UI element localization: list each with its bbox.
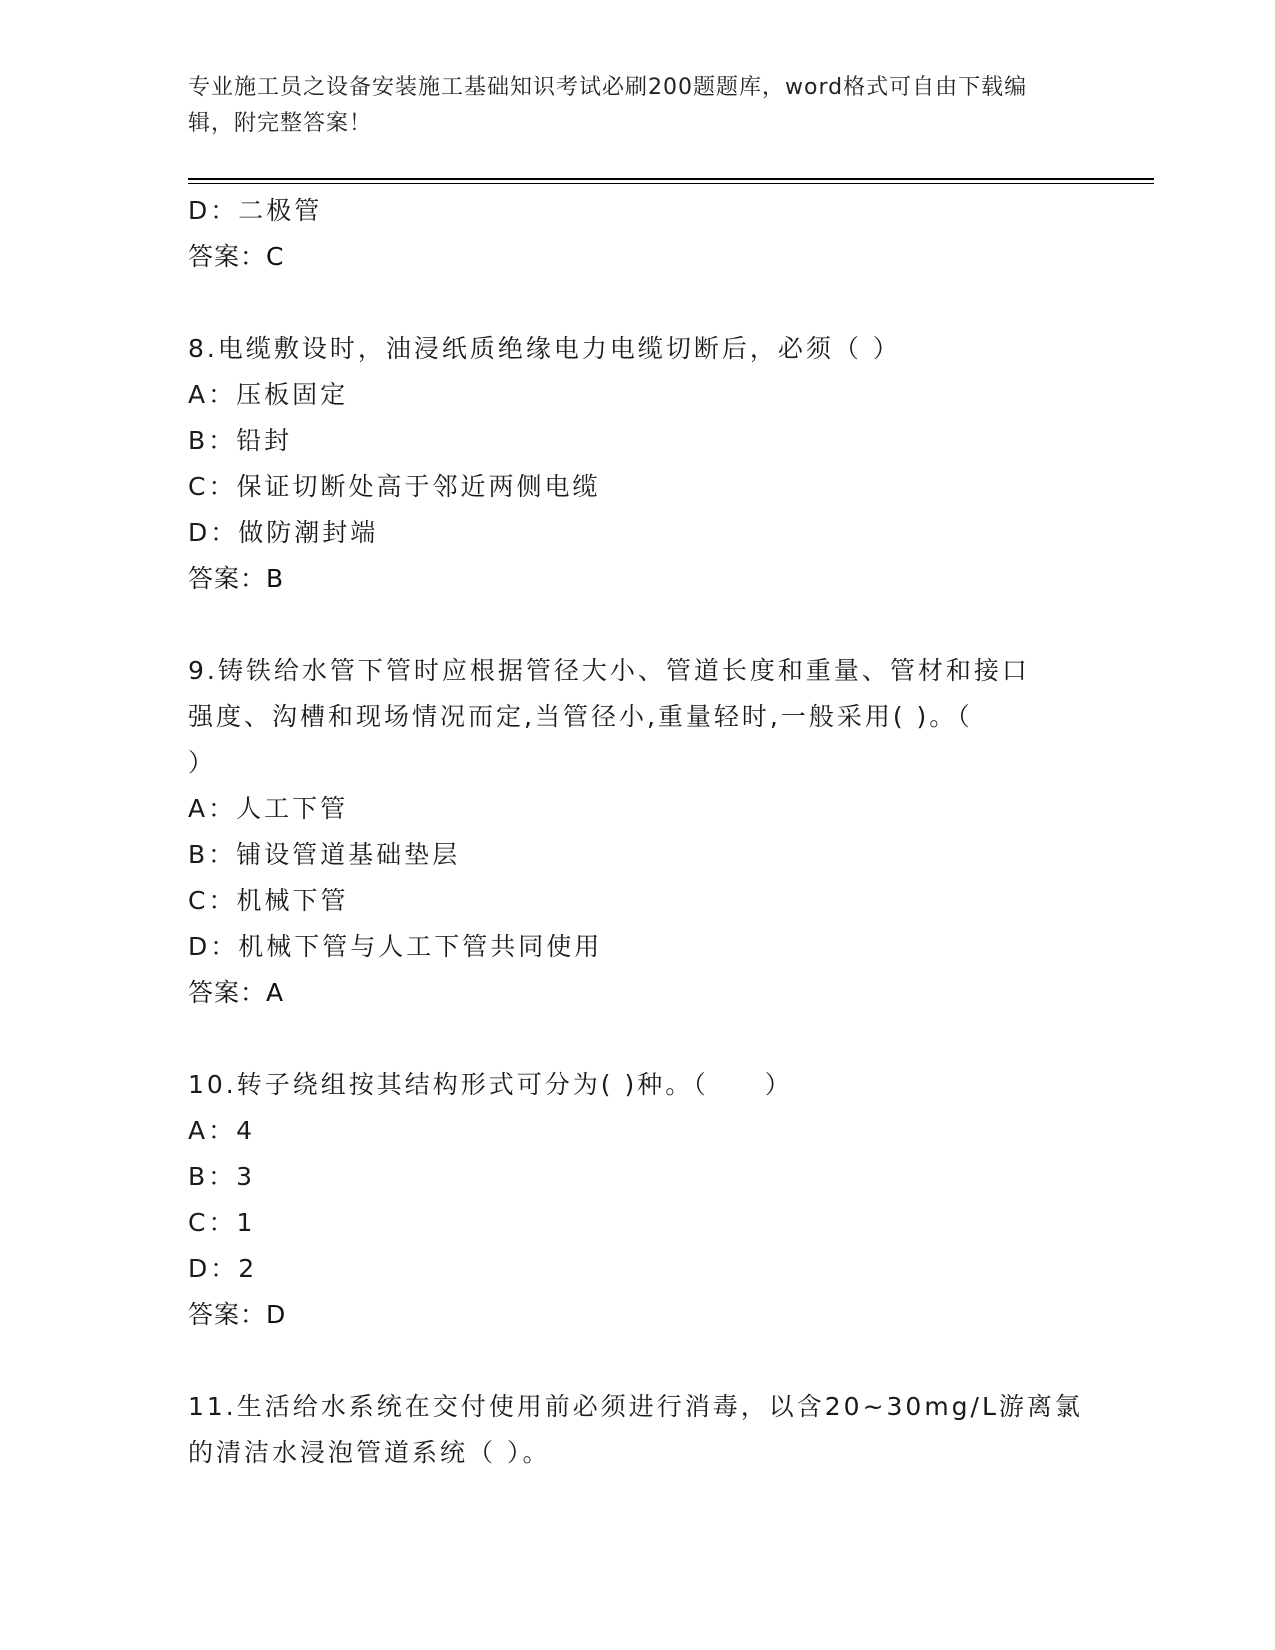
answer: 答案：D [188, 1300, 287, 1329]
option-a: A：人工下管 [188, 794, 349, 823]
option-b: B：铺设管道基础垫层 [188, 840, 461, 869]
option-a: A：4 [188, 1116, 256, 1145]
question-text-line-2: 的清洁水浸泡管道系统（ ）。 [188, 1438, 551, 1467]
option-c: C：机械下管 [188, 886, 349, 915]
question-text: 10.转子绕组按其结构形式可分为( )种。（ ） [188, 1070, 793, 1099]
option-b: B：铅封 [188, 426, 293, 455]
option-d: D：机械下管与人工下管共同使用 [188, 932, 603, 961]
spacer [188, 1016, 1088, 1062]
option-c: C：1 [188, 1208, 256, 1237]
answer: 答案：B [188, 564, 285, 593]
question-9 [188, 648, 1088, 1016]
header-divider-thick [188, 178, 1154, 180]
spacer [188, 1338, 1088, 1384]
question-text-line-3: ） [188, 748, 217, 777]
question-8 [188, 326, 1088, 602]
question-10 [188, 1062, 1088, 1338]
option-a: A：压板固定 [188, 380, 349, 409]
answer: 答案：C [188, 242, 285, 271]
spacer [188, 602, 1088, 648]
question-11 [188, 1384, 1088, 1476]
question-text-line-1: 9.铸铁给水管下管时应根据管径大小、管道长度和重量、管材和接口 [188, 656, 1030, 685]
option-d: D：二极管 [188, 196, 323, 225]
option-d: D：2 [188, 1254, 258, 1283]
document-header: 专业施工员之设备安装施工基础知识考试必刷200题题库，word格式可自由下载编辑，附完整答案！ [188, 75, 1028, 136]
spacer [188, 280, 1088, 326]
question-text: 8.电缆敷设时，油浸纸质绝缘电力电缆切断后，必须（ ） [188, 334, 901, 363]
answer: 答案：A [188, 978, 285, 1007]
option-d: D：做防潮封端 [188, 518, 379, 547]
header-divider-thin [188, 183, 1154, 184]
question-text-line-1: 11.生活给水系统在交付使用前必须进行消毒，以含20~30mg/L游离氯 [188, 1392, 1083, 1421]
option-c: C：保证切断处高于邻近两侧电缆 [188, 472, 601, 501]
question-text-line-2: 强度、沟槽和现场情况而定,当管径小,重量轻时,一般采用( )。（ [188, 702, 973, 731]
question-list [188, 188, 1088, 1476]
option-b: B：3 [188, 1162, 256, 1191]
